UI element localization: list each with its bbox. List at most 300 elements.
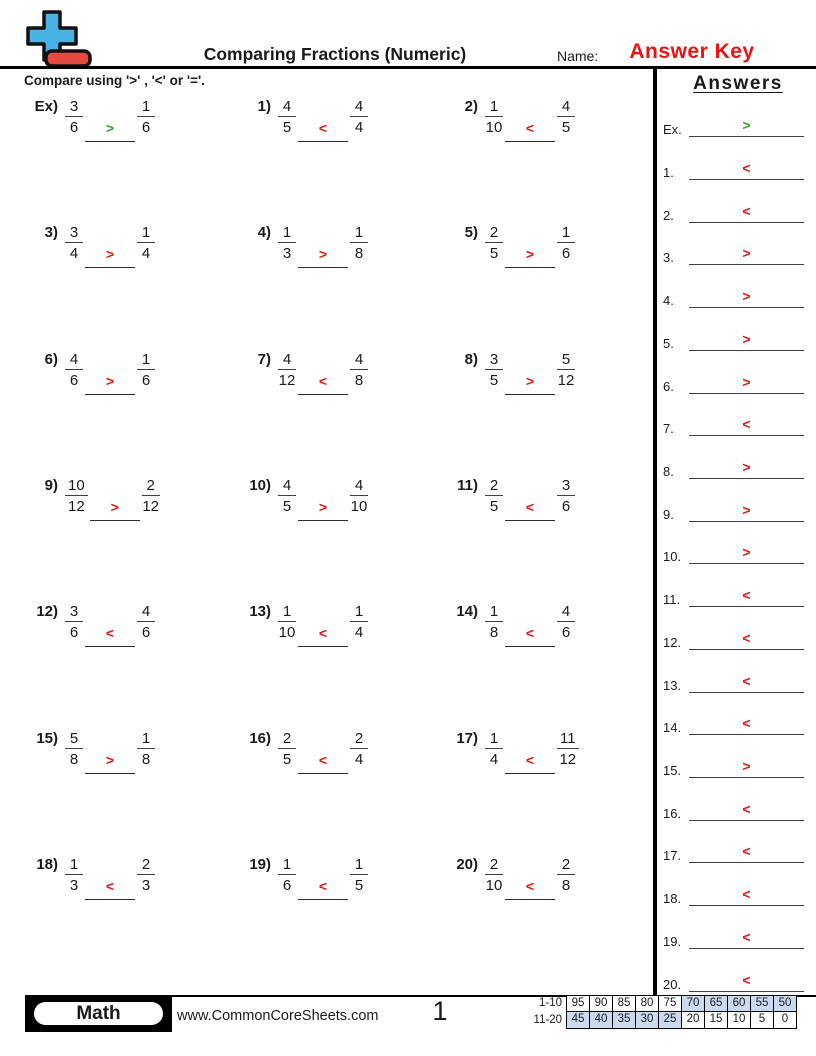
score-cell: 65	[704, 995, 728, 1012]
denominator: 8	[561, 877, 571, 894]
numerator: 10	[65, 477, 88, 496]
answer-line	[689, 153, 804, 180]
numerator: 2	[350, 730, 368, 749]
problem-number: 17)	[456, 730, 478, 747]
answer-row	[663, 624, 804, 650]
answer-blank	[505, 477, 555, 521]
problem	[25, 351, 155, 409]
fraction-right	[557, 603, 575, 642]
problem-number: 19)	[249, 856, 271, 873]
instruction-text: Compare using '>' , '<' or '='.	[24, 73, 205, 88]
minus-icon	[46, 51, 90, 66]
score-cell: 80	[635, 995, 659, 1012]
answer-line	[689, 409, 804, 436]
denominator: 4	[489, 751, 499, 768]
numerator: 2	[142, 477, 160, 496]
answer-row	[663, 453, 804, 479]
fraction-right	[557, 224, 575, 263]
answer-symbol: >	[742, 502, 751, 518]
answer-symbol: <	[742, 929, 751, 945]
denominator: 5	[489, 245, 499, 262]
answer-row	[663, 923, 804, 949]
denominator: 3	[282, 245, 292, 262]
answer-number: 4.	[663, 293, 674, 308]
fraction-left	[65, 603, 83, 642]
fraction-right	[350, 856, 368, 895]
problem-number: 6)	[44, 351, 58, 368]
comparison-symbol: >	[110, 499, 119, 515]
answer-row	[663, 239, 804, 265]
answers-divider	[653, 68, 657, 996]
fraction-left	[485, 477, 503, 516]
fraction-left	[278, 351, 296, 390]
problem-number: Ex)	[34, 98, 58, 115]
answer-blank	[85, 730, 135, 774]
answer-line	[689, 281, 804, 308]
answer-blank	[298, 856, 348, 900]
fraction-left	[65, 730, 83, 769]
fraction-left	[65, 477, 88, 516]
answer-blank	[85, 603, 135, 647]
denominator: 8	[354, 372, 364, 389]
answer-number: 2.	[663, 208, 674, 223]
answer-line	[689, 238, 804, 265]
problem	[25, 477, 160, 535]
problem-number: 9)	[44, 477, 58, 494]
answer-blank	[298, 98, 348, 142]
score-cell: 20	[681, 1011, 705, 1029]
problem-number: 7)	[257, 351, 271, 368]
answer-row	[663, 752, 804, 778]
numerator: 1	[65, 856, 83, 875]
answer-row	[663, 282, 804, 308]
problem	[238, 730, 368, 788]
score-cell: 85	[612, 995, 636, 1012]
problem	[25, 224, 155, 282]
problem-number: 20)	[456, 856, 478, 873]
fraction-left	[65, 351, 83, 390]
problem-number: 8)	[464, 351, 478, 368]
fraction-right	[142, 477, 160, 516]
numerator: 5	[65, 730, 83, 749]
problem	[25, 603, 155, 661]
answer-symbol: >	[742, 758, 751, 774]
fraction-left	[278, 603, 296, 642]
score-cell: 30	[635, 1011, 659, 1029]
numerator: 1	[137, 98, 155, 117]
answer-blank	[505, 98, 555, 142]
comparison-symbol: >	[318, 499, 328, 515]
problem-number: 11)	[457, 477, 478, 494]
answer-number: 6.	[663, 379, 674, 394]
numerator: 1	[137, 224, 155, 243]
denominator: 12	[278, 372, 296, 389]
numerator: 2	[485, 224, 503, 243]
website-url: www.CommonCoreSheets.com	[177, 1008, 379, 1024]
numerator: 3	[65, 98, 83, 117]
fraction-right	[557, 98, 575, 137]
answer-row	[663, 111, 804, 137]
answer-number: Ex.	[663, 122, 682, 137]
score-table	[500, 995, 797, 1029]
numerator: 1	[350, 224, 368, 243]
numerator: 2	[557, 856, 575, 875]
answer-row	[663, 538, 804, 564]
fraction-right	[350, 603, 368, 642]
comparison-symbol: <	[525, 752, 535, 768]
fraction-left	[65, 224, 83, 263]
numerator: 4	[278, 351, 296, 370]
answer-number: 5.	[663, 336, 674, 351]
denominator: 10	[485, 119, 503, 136]
problem-number: 4)	[257, 224, 271, 241]
fraction-left	[485, 856, 503, 895]
answer-number: 11.	[663, 592, 681, 607]
denominator: 6	[141, 624, 151, 641]
fraction-right	[557, 856, 575, 895]
answer-number: 17.	[663, 848, 682, 863]
problem	[238, 856, 368, 914]
answer-number: 14.	[663, 720, 682, 735]
comparison-symbol: <	[318, 373, 328, 389]
denominator: 8	[489, 624, 499, 641]
answer-blank	[90, 477, 140, 521]
answer-row	[663, 581, 804, 607]
answers-title: Answers	[693, 73, 783, 94]
answer-symbol: <	[742, 160, 751, 176]
denominator: 6	[561, 245, 571, 262]
numerator: 2	[485, 856, 503, 875]
numerator: 4	[557, 603, 575, 622]
problem-number: 13)	[249, 603, 271, 620]
answer-symbol: <	[742, 203, 751, 219]
score-row	[500, 1012, 797, 1029]
answer-line	[689, 751, 804, 778]
answer-symbol: >	[742, 117, 751, 133]
answer-blank	[505, 224, 555, 268]
fraction-right	[350, 98, 368, 137]
denominator: 4	[354, 624, 364, 641]
answer-blank	[85, 224, 135, 268]
answer-row	[663, 154, 804, 180]
denominator: 6	[69, 624, 79, 641]
answer-line	[689, 708, 804, 735]
answer-number: 1.	[663, 165, 674, 180]
answer-number: 16.	[663, 806, 682, 821]
problem	[445, 477, 575, 535]
numerator: 1	[137, 730, 155, 749]
fraction-left	[485, 98, 503, 137]
denominator: 4	[354, 751, 364, 768]
denominator: 8	[69, 751, 79, 768]
score-range-label: 11-20	[533, 1014, 562, 1026]
answer-blank	[505, 351, 555, 395]
answer-symbol: >	[742, 459, 751, 475]
numerator: 4	[278, 98, 296, 117]
score-cell: 90	[589, 995, 613, 1012]
fraction-left	[278, 730, 296, 769]
denominator: 6	[69, 119, 79, 136]
problem	[238, 98, 368, 156]
answer-row	[663, 966, 804, 992]
score-row	[500, 995, 797, 1012]
answer-symbol: >	[742, 374, 751, 390]
comparison-symbol: <	[318, 625, 328, 641]
answer-symbol: <	[742, 630, 751, 646]
header-rule	[0, 66, 816, 69]
answer-symbol: <	[742, 673, 751, 689]
score-cell: 55	[750, 995, 774, 1012]
comparison-symbol: >	[105, 373, 115, 389]
answer-blank	[505, 856, 555, 900]
numerator: 2	[485, 477, 503, 496]
answer-blank	[298, 224, 348, 268]
fraction-left	[278, 224, 296, 263]
problem-number: 1)	[257, 98, 271, 115]
problem-number: 16)	[249, 730, 271, 747]
answer-symbol: <	[742, 972, 751, 988]
answer-line	[689, 580, 804, 607]
score-cell: 15	[704, 1011, 728, 1029]
denominator: 5	[489, 498, 499, 515]
numerator: 1	[350, 603, 368, 622]
problem-number: 14)	[456, 603, 478, 620]
numerator: 1	[137, 351, 155, 370]
score-cell: 45	[566, 1011, 590, 1029]
answer-number: 10.	[663, 549, 682, 564]
fraction-left	[65, 98, 83, 137]
answer-symbol: <	[742, 843, 751, 859]
score-cell: 70	[681, 995, 705, 1012]
answer-line	[689, 110, 804, 137]
numerator: 1	[557, 224, 575, 243]
problem-number: 2)	[464, 98, 478, 115]
problem	[445, 224, 575, 282]
score-cell: 5	[750, 1011, 774, 1029]
problem-number: 3)	[44, 224, 58, 241]
answer-line	[689, 495, 804, 522]
numerator: 3	[65, 603, 83, 622]
answer-blank	[298, 351, 348, 395]
problem	[25, 856, 155, 914]
name-value-answer-key: Answer Key	[629, 40, 755, 63]
denominator: 5	[489, 372, 499, 389]
denominator: 6	[141, 119, 151, 136]
denominator: 6	[561, 624, 571, 641]
comparison-symbol: >	[105, 752, 115, 768]
answer-row	[663, 410, 804, 436]
problem	[25, 98, 155, 156]
answer-symbol: <	[742, 715, 751, 731]
denominator: 6	[561, 498, 571, 515]
numerator: 1	[278, 224, 296, 243]
answer-line	[689, 879, 804, 906]
answer-row	[663, 709, 804, 735]
fraction-right	[137, 603, 155, 642]
problem	[238, 351, 368, 409]
denominator: 4	[141, 245, 151, 262]
plus-minus-logo-icon	[20, 10, 98, 70]
denominator: 3	[69, 877, 79, 894]
problem-number: 10)	[249, 477, 271, 494]
problem	[25, 730, 155, 788]
comparison-symbol: <	[318, 120, 328, 136]
problem-number: 15)	[36, 730, 58, 747]
fraction-left	[485, 351, 503, 390]
numerator: 5	[557, 351, 575, 370]
comparison-symbol: >	[105, 120, 115, 136]
answer-row	[663, 795, 804, 821]
answer-symbol: >	[742, 288, 751, 304]
answer-row	[663, 667, 804, 693]
answer-line	[689, 324, 804, 351]
denominator: 8	[354, 245, 364, 262]
fraction-right	[137, 856, 155, 895]
fraction-right	[350, 730, 368, 769]
fraction-right	[137, 224, 155, 263]
numerator: 3	[557, 477, 575, 496]
numerator: 4	[65, 351, 83, 370]
numerator: 1	[350, 856, 368, 875]
comparison-symbol: >	[525, 373, 535, 389]
answer-symbol: >	[742, 331, 751, 347]
subject-label: Math	[32, 1000, 165, 1027]
problem	[238, 477, 368, 535]
score-cell: 0	[773, 1011, 797, 1029]
fraction-right	[137, 98, 155, 137]
denominator: 12	[557, 372, 575, 389]
answer-line	[689, 965, 804, 992]
score-cell: 50	[773, 995, 797, 1012]
answer-line	[689, 623, 804, 650]
denominator: 10	[278, 624, 296, 641]
numerator: 4	[137, 603, 155, 622]
comparison-symbol: <	[525, 625, 535, 641]
fraction-left	[485, 730, 503, 769]
problem	[445, 98, 575, 156]
fraction-left	[278, 477, 296, 516]
comparison-symbol: <	[525, 878, 535, 894]
problem	[238, 224, 368, 282]
problem-number: 18)	[36, 856, 58, 873]
answer-symbol: >	[742, 544, 751, 560]
fraction-right	[557, 730, 579, 769]
problem	[445, 856, 575, 914]
score-cell: 95	[566, 995, 590, 1012]
numerator: 2	[137, 856, 155, 875]
problem	[445, 730, 579, 788]
fraction-left	[278, 856, 296, 895]
numerator: 1	[278, 856, 296, 875]
fraction-right	[137, 351, 155, 390]
name-label: Name:	[557, 48, 599, 64]
fraction-right	[137, 730, 155, 769]
denominator: 4	[69, 245, 79, 262]
page-number: 1	[432, 996, 448, 1026]
answer-blank	[505, 730, 555, 774]
page-title: Comparing Fractions (Numeric)	[203, 44, 467, 64]
answer-row	[663, 496, 804, 522]
answer-number: 12.	[663, 635, 682, 650]
answer-line	[689, 922, 804, 949]
answer-number: 7.	[663, 421, 674, 436]
denominator: 12	[559, 751, 577, 768]
answer-number: 9.	[663, 507, 674, 522]
answer-line	[689, 367, 804, 394]
denominator: 5	[354, 877, 364, 894]
fraction-right	[350, 224, 368, 263]
comparison-symbol: <	[318, 878, 328, 894]
answer-number: 8.	[663, 464, 674, 479]
answer-row	[663, 837, 804, 863]
numerator: 2	[278, 730, 296, 749]
answer-symbol: <	[742, 886, 751, 902]
fraction-right	[350, 477, 368, 516]
numerator: 1	[485, 730, 503, 749]
denominator: 5	[282, 751, 292, 768]
numerator: 4	[278, 477, 296, 496]
answer-blank	[85, 351, 135, 395]
fraction-right	[557, 351, 575, 390]
problem	[238, 603, 368, 661]
fraction-right	[350, 351, 368, 390]
comparison-symbol: <	[105, 878, 115, 894]
answer-blank	[298, 730, 348, 774]
comparison-symbol: <	[525, 120, 535, 136]
denominator: 6	[141, 372, 151, 389]
fraction-right	[557, 477, 575, 516]
answer-line	[689, 666, 804, 693]
numerator: 4	[350, 98, 368, 117]
score-cell: 25	[658, 1011, 682, 1029]
problem	[445, 351, 575, 409]
fraction-left	[65, 856, 83, 895]
answer-row	[663, 880, 804, 906]
numerator: 1	[485, 98, 503, 117]
score-cell: 60	[727, 995, 751, 1012]
denominator: 10	[350, 498, 368, 515]
denominator: 12	[142, 498, 160, 515]
comparison-symbol: <	[318, 752, 328, 768]
answer-number: 20.	[663, 977, 682, 992]
comparison-symbol: >	[105, 246, 115, 262]
numerator: 3	[65, 224, 83, 243]
denominator: 12	[68, 498, 85, 515]
denominator: 5	[561, 119, 571, 136]
answer-number: 13.	[663, 678, 682, 693]
answer-line	[689, 836, 804, 863]
answer-blank	[298, 603, 348, 647]
comparison-symbol: <	[525, 499, 535, 515]
answer-line	[689, 537, 804, 564]
answer-line	[689, 196, 804, 223]
answer-number: 19.	[663, 934, 682, 949]
score-cell: 35	[612, 1011, 636, 1029]
denominator: 3	[141, 877, 151, 894]
score-range-label: 1-10	[538, 997, 562, 1009]
answer-blank	[85, 856, 135, 900]
problem-number: 12)	[36, 603, 58, 620]
answer-number: 18.	[663, 891, 682, 906]
answer-row	[663, 368, 804, 394]
denominator: 10	[485, 877, 503, 894]
answer-row	[663, 197, 804, 223]
numerator: 11	[557, 730, 579, 749]
denominator: 5	[282, 498, 292, 515]
score-cell: 75	[658, 995, 682, 1012]
answer-line	[689, 452, 804, 479]
answer-number: 15.	[663, 763, 682, 778]
